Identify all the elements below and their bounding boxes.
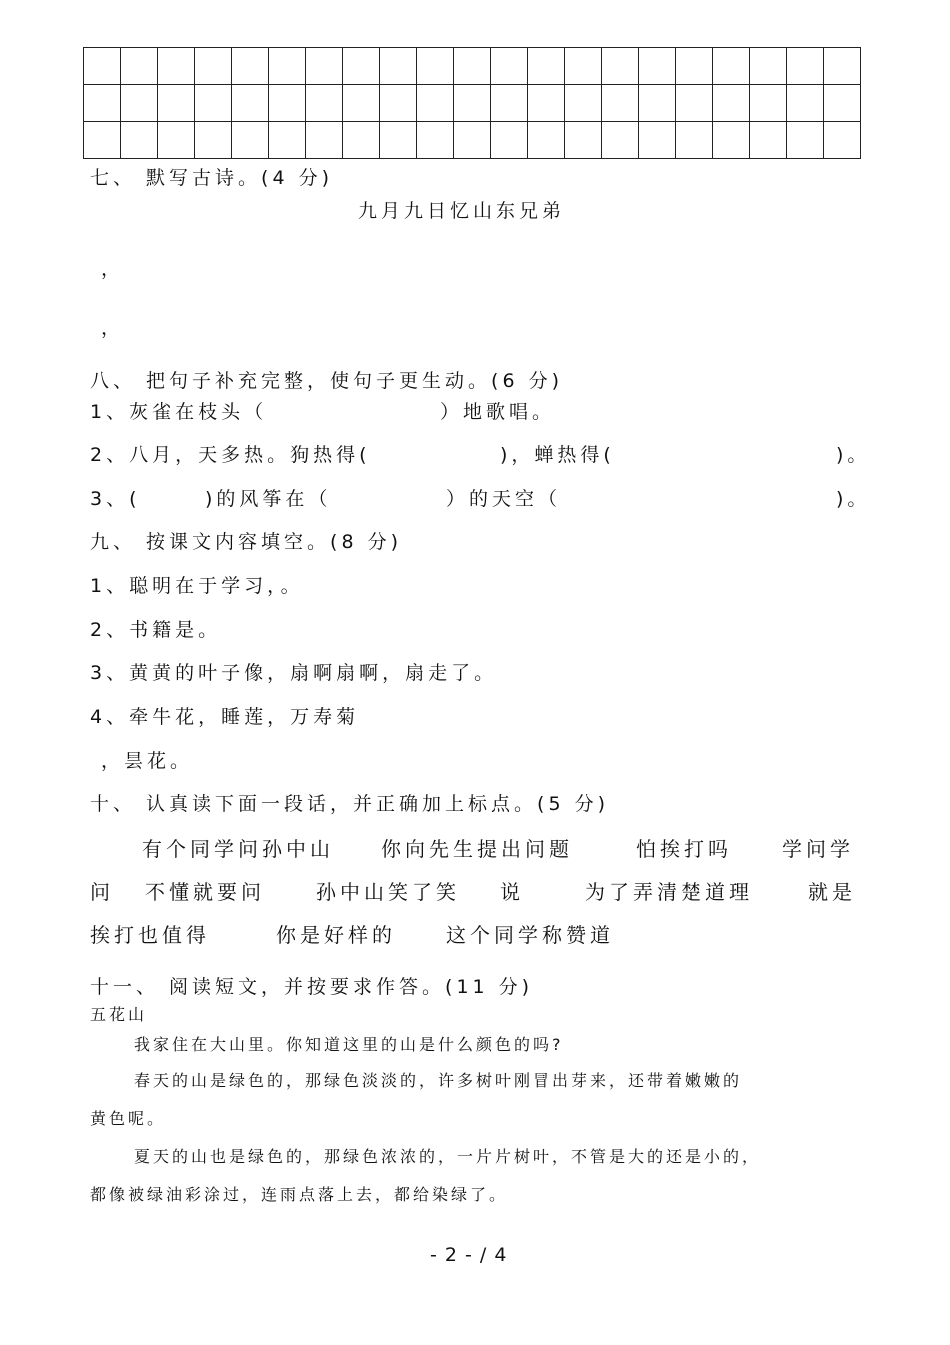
writing-grid bbox=[83, 47, 861, 159]
grid-cell bbox=[232, 48, 269, 85]
grid-cell bbox=[676, 122, 713, 159]
grid-cell bbox=[491, 122, 528, 159]
grid-cell bbox=[750, 48, 787, 85]
passage-p2-line2: 黄色呢。 bbox=[90, 1109, 167, 1128]
section7-heading: 七、 默写古诗。(4 分) bbox=[90, 167, 333, 189]
grid-cell bbox=[639, 48, 676, 85]
grid-cell bbox=[306, 122, 343, 159]
section8-q3-mid1: )的风筝在（ bbox=[205, 488, 332, 510]
grid-cell bbox=[380, 85, 417, 122]
passage-title: 五花山 bbox=[90, 1005, 148, 1024]
grid-cell bbox=[787, 122, 824, 159]
section10-line2-seg2: 不懂就要问 bbox=[145, 880, 265, 904]
grid-cell bbox=[713, 48, 750, 85]
section10-line2-seg6: 就是 bbox=[808, 880, 856, 904]
grid-cell bbox=[602, 48, 639, 85]
grid-cell bbox=[269, 85, 306, 122]
section8-q2-start: 2、八月，天多热。狗热得( bbox=[90, 444, 371, 466]
grid-cell bbox=[158, 122, 195, 159]
grid-cell bbox=[380, 122, 417, 159]
grid-cell bbox=[417, 122, 454, 159]
passage-p1: 我家住在大山里。你知道这里的山是什么颜色的吗? bbox=[134, 1035, 564, 1054]
grid-cell bbox=[195, 85, 232, 122]
grid-cell bbox=[454, 85, 491, 122]
grid-cell bbox=[158, 48, 195, 85]
section9-q3: 3、黄黄的叶子像，扇啊扇啊，扇走了。 bbox=[90, 662, 498, 684]
section9-q4-cont: ，昙花。 bbox=[101, 750, 194, 772]
section9-q4: 4、牵牛花，睡莲，万寿菊 bbox=[90, 706, 360, 728]
grid-cell bbox=[676, 85, 713, 122]
grid-cell bbox=[121, 85, 158, 122]
poem-line-2-comma: ， bbox=[101, 317, 125, 339]
grid-cell bbox=[639, 85, 676, 122]
grid-cell bbox=[787, 48, 824, 85]
grid-cell bbox=[824, 122, 861, 159]
grid-row bbox=[84, 122, 861, 159]
grid-cell bbox=[824, 48, 861, 85]
section8-heading: 八、 把句子补充完整，使句子更生动。(6 分) bbox=[90, 370, 563, 392]
grid-cell bbox=[158, 85, 195, 122]
passage-p3-line1: 夏天的山也是绿色的，那绿色浓浓的，一片片树叶，不管是大的还是小的， bbox=[134, 1147, 762, 1166]
poem-line-1-comma: ， bbox=[101, 258, 125, 280]
poem-title: 九月九日忆山东兄弟 bbox=[358, 200, 566, 222]
section9-q2: 2、书籍是。 bbox=[90, 619, 222, 641]
section10-line1-seg3: 怕挨打吗 bbox=[636, 837, 732, 861]
section8-q3-end: )。 bbox=[836, 488, 871, 510]
section10-line3-seg2: 你是好样的 bbox=[276, 923, 396, 947]
grid-cell bbox=[787, 85, 824, 122]
grid-cell bbox=[750, 85, 787, 122]
section8-q3-start: 3、( bbox=[90, 488, 141, 510]
grid-cell bbox=[824, 85, 861, 122]
grid-cell bbox=[269, 122, 306, 159]
section10-heading: 十、 认真读下面一段话，并正确加上标点。(5 分) bbox=[90, 793, 609, 815]
grid-cell bbox=[676, 48, 713, 85]
section10-line2-seg4: 说 bbox=[500, 880, 524, 904]
grid-cell bbox=[528, 122, 565, 159]
grid-cell bbox=[84, 48, 121, 85]
section8-q3-mid2: ）的天空（ bbox=[446, 488, 562, 510]
grid-cell bbox=[565, 85, 602, 122]
grid-cell bbox=[454, 48, 491, 85]
grid-cell bbox=[417, 85, 454, 122]
grid-cell bbox=[417, 48, 454, 85]
grid-cell bbox=[713, 85, 750, 122]
section10-line1-seg2: 你向先生提出问题 bbox=[381, 837, 573, 861]
section10-line3-seg3: 这个同学称赞道 bbox=[446, 923, 614, 947]
grid-row bbox=[84, 48, 861, 85]
grid-cell bbox=[454, 122, 491, 159]
grid-cell bbox=[84, 85, 121, 122]
section8-q2-mid: )，蝉热得( bbox=[500, 444, 615, 466]
grid-cell bbox=[232, 122, 269, 159]
grid-cell bbox=[232, 85, 269, 122]
grid-cell bbox=[491, 85, 528, 122]
grid-cell bbox=[565, 48, 602, 85]
grid-cell bbox=[343, 122, 380, 159]
grid-cell bbox=[713, 122, 750, 159]
section10-line1-seg4: 学问学 bbox=[782, 837, 854, 861]
grid-cell bbox=[380, 48, 417, 85]
section10-line2-seg3: 孙中山笑了笑 bbox=[316, 880, 460, 904]
passage-p2-line1: 春天的山是绿色的，那绿色淡淡的，许多树叶刚冒出芽来，还带着嫩嫩的 bbox=[134, 1071, 743, 1090]
grid-cell bbox=[639, 122, 676, 159]
section10-line3-seg1: 挨打也值得 bbox=[90, 923, 210, 947]
grid-cell bbox=[602, 85, 639, 122]
grid-cell bbox=[343, 85, 380, 122]
passage-p3-line2: 都像被绿油彩涂过，连雨点落上去，都给染绿了。 bbox=[90, 1185, 509, 1204]
section11-heading: 十一、 阅读短文，并按要求作答。(11 分) bbox=[90, 976, 534, 998]
grid-cell bbox=[195, 48, 232, 85]
section10-line2-seg5: 为了弄清楚道理 bbox=[585, 880, 753, 904]
section8-q1-end: ）地歌唱。 bbox=[440, 401, 556, 423]
grid-cell bbox=[84, 122, 121, 159]
section10-line2-seg1: 问 bbox=[90, 880, 114, 904]
section9-q1: 1、聪明在于学习，。 bbox=[90, 575, 304, 597]
grid-cell bbox=[121, 48, 158, 85]
grid-cell bbox=[602, 122, 639, 159]
grid-cell bbox=[195, 122, 232, 159]
grid-cell bbox=[528, 48, 565, 85]
grid-row bbox=[84, 85, 861, 122]
page-number: - 2 - / 4 bbox=[430, 1244, 508, 1266]
grid-cell bbox=[565, 122, 602, 159]
grid-cell bbox=[306, 85, 343, 122]
grid-cell bbox=[343, 48, 380, 85]
section8-q1-start: 1、灰雀在枝头（ bbox=[90, 401, 268, 423]
grid-cell bbox=[306, 48, 343, 85]
grid-cell bbox=[750, 122, 787, 159]
section9-heading: 九、 按课文内容填空。(8 分) bbox=[90, 531, 402, 553]
grid-cell bbox=[491, 48, 528, 85]
grid-cell bbox=[528, 85, 565, 122]
section8-q2-end: )。 bbox=[836, 444, 871, 466]
section10-line1-seg1: 有个同学问孙中山 bbox=[142, 837, 334, 861]
grid-cell bbox=[269, 48, 306, 85]
grid-cell bbox=[121, 122, 158, 159]
